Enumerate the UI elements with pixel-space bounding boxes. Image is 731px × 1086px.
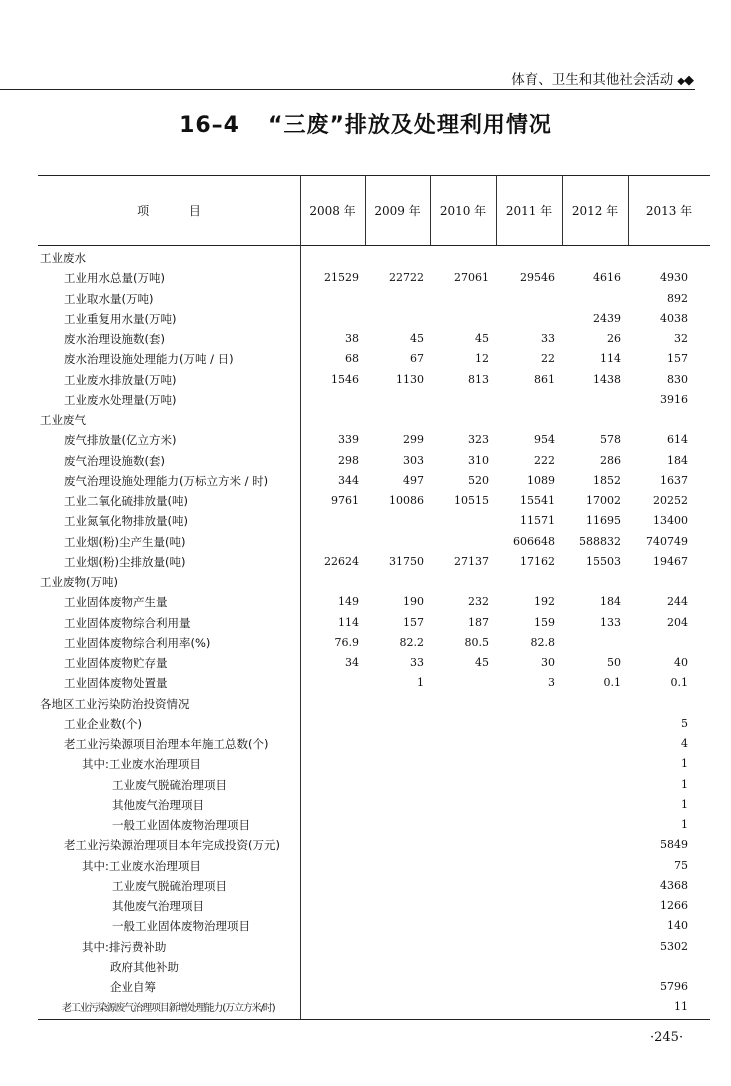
header-column-divider: [496, 175, 497, 245]
row-label: 工业废水排放量(万吨): [64, 372, 177, 387]
header-year-3: 2011 年: [505, 203, 553, 218]
cell-value: 33: [541, 332, 555, 345]
cell-value: 11695: [586, 514, 621, 528]
row-label: 工业固体废物处置量: [64, 676, 168, 691]
row-label: 其他废气治理项目: [112, 899, 204, 913]
cell-value: 0.1: [670, 676, 688, 690]
table-row: [38, 834, 710, 854]
cell-value: 12: [475, 352, 489, 366]
cell-value: 1637: [660, 473, 688, 487]
table-row: [38, 247, 710, 267]
cell-value: 17162: [520, 554, 555, 568]
cell-value: 606648: [513, 534, 555, 548]
cell-value: 4038: [660, 311, 688, 325]
table-row: [38, 288, 710, 308]
table-row: [38, 612, 710, 632]
table-row: [38, 956, 710, 976]
cell-value: 38: [345, 332, 359, 345]
header-column-divider: [300, 175, 301, 245]
cell-value: 157: [403, 615, 424, 629]
cell-value: 1: [417, 676, 424, 690]
row-label: 老工业污染源废气治理项目新增处理能力(万立方米/时): [62, 1003, 275, 1015]
table-row: [38, 753, 710, 773]
header-year-2: 2010 年: [439, 203, 487, 218]
header-bottom-rule: [38, 245, 710, 246]
row-label: 其中:工业废水治理项目: [82, 757, 201, 772]
cell-value: 27137: [454, 554, 489, 568]
row-label: 工业废水处理量(万吨): [64, 392, 177, 407]
cell-value: 184: [600, 595, 621, 609]
cell-value: 20252: [653, 494, 688, 507]
cell-value: 26: [607, 332, 621, 345]
table-row: [38, 693, 710, 713]
cell-value: 614: [667, 433, 688, 447]
cell-value: 1: [681, 757, 688, 771]
row-label: 工业氮氧化物排放量(吨): [64, 514, 188, 529]
cell-value: 133: [600, 615, 621, 629]
cell-value: 588832: [579, 534, 621, 548]
cell-value: 157: [667, 352, 688, 366]
cell-value: 82.2: [399, 635, 424, 649]
row-label: 工业废物(万吨): [40, 575, 118, 589]
row-label: 废气治理设施处理能力(万标立方米 / 时): [64, 473, 269, 488]
row-label: 一般工业固体废物治理项目: [112, 818, 250, 832]
cell-value: 954: [534, 433, 555, 447]
header-column-divider: [430, 175, 431, 245]
row-label: 工业取水量(万吨): [64, 291, 154, 306]
table-header: [38, 175, 710, 245]
cell-value: 15503: [586, 554, 621, 568]
cell-value: 19467: [653, 554, 688, 568]
cell-value: 813: [468, 372, 489, 386]
row-label: 老工业污染源治理项目本年完成投资(万元): [64, 838, 280, 853]
cell-value: 30: [541, 656, 555, 669]
cell-value: 286: [600, 453, 621, 467]
table-row: [38, 814, 710, 834]
cell-value: 11571: [520, 514, 555, 528]
row-label: 工业烟(粉)尘产生量(吨): [64, 534, 186, 549]
table-row: [38, 652, 710, 672]
cell-value: 40: [674, 656, 688, 669]
row-label: 其中:工业废水治理项目: [82, 858, 201, 873]
header-column-divider: [365, 175, 366, 245]
row-label: 老工业污染源项目治理本年施工总数(个): [64, 737, 269, 751]
cell-value: 21529: [324, 271, 359, 285]
header-year-1: 2009 年: [374, 203, 421, 218]
row-label: 工业重复用水量(万吨): [64, 311, 177, 326]
header-item: 项 目: [137, 203, 219, 218]
header-column-divider: [628, 175, 629, 245]
cell-value: 244: [667, 595, 688, 609]
cell-value: 1089: [527, 473, 555, 487]
cell-value: 339: [338, 433, 359, 447]
cell-value: 192: [534, 595, 555, 609]
table-row: [38, 672, 710, 692]
table-row: [38, 369, 710, 389]
row-label: 其他废气治理项目: [112, 797, 204, 812]
cell-value: 22722: [389, 271, 424, 285]
cell-value: 31750: [389, 554, 424, 568]
cell-value: 578: [600, 433, 621, 447]
row-label: 工业固体废物产生量: [64, 595, 168, 610]
page-title: [0, 108, 731, 139]
cell-value: 4930: [660, 271, 688, 285]
table-row: [38, 591, 710, 611]
row-label: 企业自筹: [110, 980, 156, 994]
table-row: [38, 936, 710, 956]
row-label: 工业企业数(个): [64, 716, 142, 731]
table-row: [38, 450, 710, 470]
cell-value: 323: [468, 433, 489, 447]
table-row: [38, 632, 710, 652]
cell-value: 34: [345, 656, 359, 669]
cell-value: 5849: [660, 838, 688, 852]
cell-value: 892: [667, 291, 688, 305]
cell-value: 1130: [396, 372, 424, 386]
cell-value: 310: [468, 453, 489, 467]
cell-value: 10086: [389, 494, 424, 507]
row-label: 工业用水总量(万吨): [64, 271, 165, 286]
cell-value: 45: [475, 656, 489, 669]
diamond-ornament-icon: ◆◆: [677, 73, 693, 88]
cell-value: 222: [534, 453, 555, 467]
running-head-text: 体育、卫生和其他社会活动: [511, 72, 674, 88]
cell-value: 4616: [593, 271, 621, 285]
table-row: [38, 571, 710, 591]
row-label: 工业废水: [40, 251, 86, 265]
cell-value: 10515: [454, 494, 489, 507]
table-row: [38, 389, 710, 409]
cell-value: 190: [403, 595, 424, 609]
cell-value: 82.8: [530, 635, 555, 649]
row-label: 废气治理设施数(套): [64, 453, 165, 468]
table-row: [38, 895, 710, 915]
table-row: [38, 348, 710, 368]
table-bottom-rule: [38, 1019, 710, 1020]
table-number: 16–4: [179, 113, 240, 138]
row-label: 废水治理设施处理能力(万吨 / 日): [64, 352, 234, 367]
cell-value: 114: [600, 352, 621, 366]
table-row: [38, 429, 710, 449]
cell-value: 4368: [660, 878, 688, 892]
cell-value: 11: [674, 1000, 688, 1014]
cell-value: 298: [338, 453, 359, 467]
cell-value: 1852: [593, 473, 621, 487]
row-label: 工业固体废物贮存量: [64, 656, 168, 670]
cell-value: 68: [345, 352, 359, 366]
row-label: 工业二氧化硫排放量(吨): [64, 494, 188, 508]
page-number: ·245·: [650, 1030, 684, 1045]
cell-value: 204: [667, 615, 688, 629]
table-body: [38, 247, 710, 1017]
cell-value: 0.1: [603, 676, 621, 690]
cell-value: 32: [674, 332, 688, 345]
table-row: [38, 551, 710, 571]
table-row: [38, 470, 710, 490]
cell-value: 3: [548, 676, 555, 690]
cell-value: 114: [338, 615, 359, 629]
cell-value: 1: [681, 818, 688, 831]
cell-value: 50: [607, 656, 621, 669]
cell-value: 344: [338, 473, 359, 487]
table-row: [38, 267, 710, 287]
cell-value: 4: [681, 737, 688, 750]
header-column-divider: [562, 175, 563, 245]
header-year-5: 2013 年: [645, 203, 693, 218]
header-year-0: 2008 年: [309, 203, 356, 218]
header-rule: [0, 89, 695, 90]
cell-value: 22: [541, 352, 555, 366]
row-label: 政府其他补助: [110, 959, 179, 974]
cell-value: 187: [468, 615, 489, 629]
row-label: 工业烟(粉)尘排放量(吨): [64, 554, 186, 569]
row-label: 一般工业固体废物治理项目: [112, 919, 250, 934]
cell-value: 1438: [593, 372, 621, 386]
cell-value: 17002: [586, 494, 621, 507]
cell-value: 5302: [660, 939, 688, 953]
table-row: [38, 976, 710, 996]
table-row: [38, 713, 710, 733]
cell-value: 303: [403, 453, 424, 467]
table-row: [38, 328, 710, 348]
cell-value: 33: [410, 656, 424, 669]
row-label: 工业废气: [40, 413, 86, 427]
cell-value: 520: [468, 473, 489, 487]
row-label: 工业废气脱硫治理项目: [112, 777, 227, 792]
cell-value: 2439: [593, 311, 621, 325]
cell-value: 861: [534, 372, 555, 386]
row-label: 废水治理设施数(套): [64, 332, 165, 346]
row-label: 工业废气脱硫治理项目: [112, 878, 227, 893]
cell-value: 149: [338, 595, 359, 609]
cell-value: 299: [403, 433, 424, 447]
row-label: 工业固体废物综合利用量: [64, 615, 191, 630]
cell-value: 5: [681, 716, 688, 730]
cell-value: 67: [410, 352, 424, 366]
row-label: 其中:排污费补助: [82, 939, 167, 954]
cell-value: 140: [667, 919, 688, 933]
table-row: [38, 308, 710, 328]
table-row: [38, 875, 710, 895]
cell-value: 1: [681, 777, 688, 791]
cell-value: 45: [475, 332, 489, 345]
table-row: [38, 531, 710, 551]
row-label: 各地区工业污染防治投资情况: [40, 696, 190, 711]
cell-value: 76.9: [334, 635, 359, 649]
table-row: [38, 855, 710, 875]
table-row: [38, 996, 710, 1016]
cell-value: 45: [410, 332, 424, 345]
table-row: [38, 794, 710, 814]
cell-value: 5796: [660, 980, 688, 993]
table-row: [38, 774, 710, 794]
cell-value: 159: [534, 615, 555, 629]
table-row: [38, 409, 710, 429]
cell-value: 497: [403, 473, 424, 487]
cell-value: 80.5: [464, 635, 489, 649]
label-column-divider: [300, 245, 301, 1019]
cell-value: 740749: [646, 534, 688, 548]
cell-value: 29546: [520, 271, 555, 285]
cell-value: 830: [667, 372, 688, 386]
row-label: 工业固体废物综合利用率(%): [64, 635, 211, 650]
table-row: [38, 490, 710, 510]
cell-value: 15541: [520, 494, 555, 507]
cell-value: 9761: [331, 494, 359, 507]
header-year-4: 2012 年: [571, 203, 619, 218]
cell-value: 1: [681, 797, 688, 811]
cell-value: 27061: [454, 271, 489, 285]
cell-value: 184: [667, 453, 688, 467]
table-row: [38, 510, 710, 530]
running-head: [511, 68, 693, 88]
cell-value: 232: [468, 595, 489, 609]
cell-value: 13400: [653, 514, 688, 528]
row-label: 废气排放量(亿立方米): [64, 433, 177, 448]
table-row: [38, 733, 710, 753]
cell-value: 3916: [660, 392, 688, 406]
cell-value: 22624: [324, 554, 359, 568]
table-title: “三废”排放及处理利用情况: [268, 113, 552, 138]
table-row: [38, 915, 710, 935]
cell-value: 1266: [660, 899, 688, 912]
cell-value: 1546: [331, 372, 359, 386]
cell-value: 75: [674, 858, 688, 872]
